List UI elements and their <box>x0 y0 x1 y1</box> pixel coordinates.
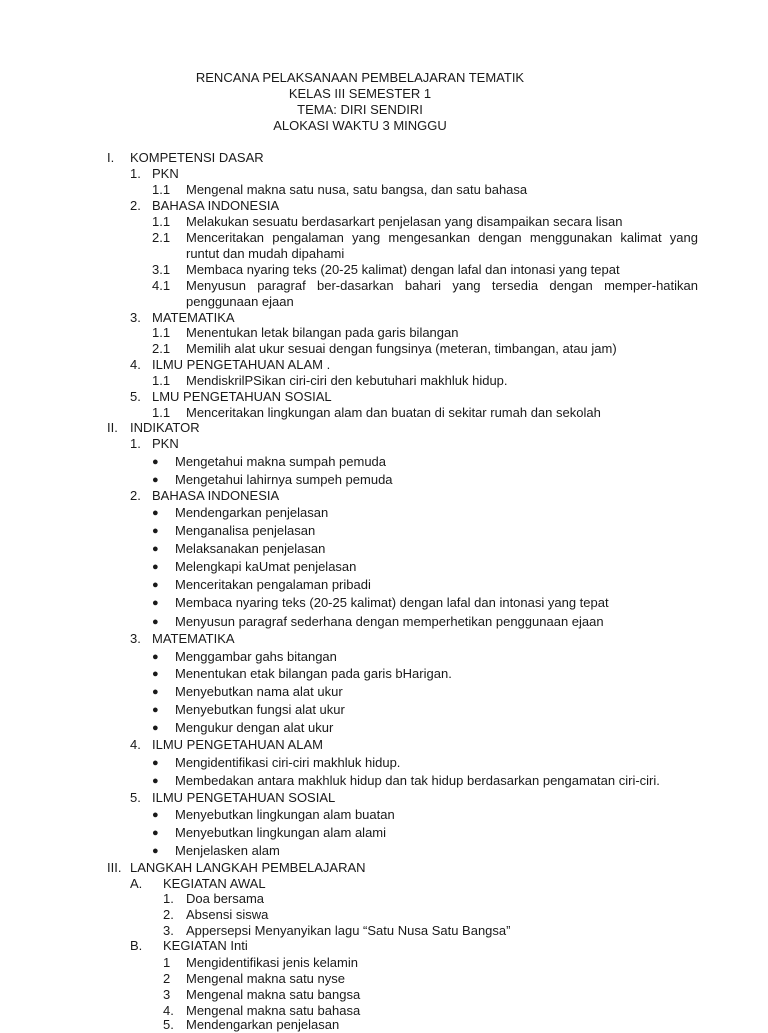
item-text: Membaca nyaring teks (20-25 kalimat) dengan lafal dan intonasi yang tepat <box>186 262 620 277</box>
indicator-text: Menggambar gahs bitangan <box>175 649 337 664</box>
bullet-icon: ● <box>152 651 159 663</box>
subsection-number: 2. <box>130 198 141 213</box>
subsection-heading: BAHASA INDONESIA <box>152 488 280 503</box>
subsection-heading: BAHASA INDONESIA <box>152 198 280 213</box>
indicator-text: Menyusun paragraf sederhana dengan memperhetikan penggunaan ejaan <box>175 614 604 629</box>
subsection-heading: LMU PENGETAHUAN SOSIAL <box>152 389 332 404</box>
indicator-text: Melaksanakan penjelasan <box>175 541 326 556</box>
bullet-icon: ● <box>152 775 159 787</box>
bullet-icon: ● <box>152 597 159 609</box>
item-text: MendiskrilPSikan ciri-ciri den kebutuhari makhluk hidup. <box>186 373 508 388</box>
activity-letter: A. <box>130 876 143 891</box>
subsection-number: 1. <box>130 436 141 451</box>
bullet-icon: ● <box>152 845 159 857</box>
item-number: 4.1 <box>152 278 171 293</box>
activity-heading: KEGIATAN Inti <box>163 938 248 953</box>
step-text: Mengenal makna satu bahasa <box>186 1003 361 1018</box>
step-number: 5. <box>163 1017 174 1032</box>
bullet-icon: ● <box>152 809 159 821</box>
item-number: 2.1 <box>152 230 171 245</box>
subsection-number: 1. <box>130 166 141 181</box>
step-number: 3 <box>163 987 171 1002</box>
subsection-number: 5. <box>130 389 141 404</box>
item-number: 2.1 <box>152 341 171 356</box>
step-number: 2 <box>163 971 171 986</box>
bullet-icon: ● <box>152 757 159 769</box>
indicator-text: Mendengarkan penjelasan <box>175 505 329 520</box>
section-heading: KOMPETENSI DASAR <box>130 150 264 165</box>
doc-title-line-2: KELAS III SEMESTER 1 <box>288 86 432 101</box>
item-number: 1.1 <box>152 214 171 229</box>
bullet-icon: ● <box>152 579 159 591</box>
step-text: Appersepsi Menyanyikan lagu “Satu Nusa Satu Bangsa” <box>186 923 511 938</box>
indicator-text: Menyebutkan lingkungan alam alami <box>175 825 387 840</box>
bullet-icon: ● <box>152 561 159 573</box>
indicator-text: Menyebutkan fungsi alat ukur <box>175 702 345 717</box>
doc-title-line-4: ALOKASI WAKTU 3 MINGGU <box>273 118 447 133</box>
item-text: Melakukan sesuatu berdasarkart penjelasan yang disampaikan secara lisan <box>186 214 623 229</box>
subsection-heading: PKN <box>152 166 179 181</box>
bullet-icon: ● <box>152 474 159 486</box>
step-text: Absensi siswa <box>186 907 269 922</box>
step-text: Mengidentifikasi jenis kelamin <box>186 955 358 970</box>
item-number: 1.1 <box>152 182 171 197</box>
subsection-number: 4. <box>130 357 141 372</box>
subsection-number: 3. <box>130 310 141 325</box>
bullet-icon: ● <box>152 456 159 468</box>
indicator-text: Melengkapi kaUmat penjelasan <box>175 559 357 574</box>
step-text: Mendengarkan penjelasan <box>186 1017 340 1032</box>
doc-title-line-3: TEMA: DIRI SENDIRI <box>297 102 423 117</box>
subsection-heading: ILMU PENGETAHUAN SOSIAL <box>152 790 336 805</box>
bullet-icon: ● <box>152 704 159 716</box>
item-text: Menentukan letak bilangan pada garis bilangan <box>186 325 459 340</box>
subsection-number: 4. <box>130 737 141 752</box>
indicator-text: Menganalisa penjelasan <box>175 523 316 538</box>
section-heading: INDIKATOR <box>130 420 200 435</box>
step-number: 3. <box>163 923 174 938</box>
step-text: Mengenal makna satu bangsa <box>186 987 361 1002</box>
section-number: II. <box>107 420 118 435</box>
subsection-heading: ILMU PENGETAHUAN ALAM . <box>152 357 331 372</box>
section-number: I. <box>107 150 115 165</box>
step-number: 4. <box>163 1003 174 1018</box>
activity-heading: KEGIATAN AWAL <box>163 876 266 891</box>
item-text: Menceritakan pengalaman yang mengesankan dengan menggunakan kalimat yang runtut dan mudah dipahami <box>186 230 698 261</box>
subsection-number: 3. <box>130 631 141 646</box>
subsection-heading: PKN <box>152 436 179 451</box>
item-number: 1.1 <box>152 373 171 388</box>
section-number: III. <box>107 860 122 875</box>
item-text: Menceritakan lingkungan alam dan buatan di sekitar rumah dan sekolah <box>186 405 601 420</box>
subsection-heading: ILMU PENGETAHUAN ALAM <box>152 737 323 752</box>
bullet-icon: ● <box>152 722 159 734</box>
item-text: Menyusun paragraf ber-dasarkan bahari yang tersedia dengan memper-hatikan penggunaan ejaan <box>186 278 698 309</box>
bullet-icon: ● <box>152 616 159 628</box>
indicator-text: Menentukan etak bilangan pada garis bHarigan. <box>175 666 452 681</box>
item-number: 3.1 <box>152 262 171 277</box>
indicator-text: Menyebutkan lingkungan alam buatan <box>175 807 395 822</box>
indicator-text: Mengukur dengan alat ukur <box>175 720 334 735</box>
item-number: 1.1 <box>152 325 171 340</box>
subsection-heading: MATEMATIKA <box>152 310 235 325</box>
indicator-text: Mengidentifikasi ciri-ciri makhluk hidup. <box>175 755 401 770</box>
bullet-icon: ● <box>152 543 159 555</box>
subsection-number: 5. <box>130 790 141 805</box>
subsection-number: 2. <box>130 488 141 503</box>
bullet-icon: ● <box>152 507 159 519</box>
indicator-text: Mengetahui makna sumpah pemuda <box>175 454 387 469</box>
step-number: 1 <box>163 955 171 970</box>
item-text: Mengenal makna satu nusa, satu bangsa, dan satu bahasa <box>186 182 528 197</box>
bullet-icon: ● <box>152 668 159 680</box>
indicator-text: Membaca nyaring teks (20-25 kalimat) dengan lafal dan intonasi yang tepat <box>175 595 609 610</box>
doc-title-line-1: RENCANA PELAKSANAAN PEMBELAJARAN TEMATIK <box>195 70 525 85</box>
indicator-text: Membedakan antara makhluk hidup dan tak hidup berdasarkan pengamatan ciri-ciri. <box>175 773 660 788</box>
activity-letter: B. <box>130 938 143 953</box>
item-number: 1.1 <box>152 405 171 420</box>
indicator-text: Mengetahui lahirnya sumpeh pemuda <box>175 472 393 487</box>
indicator-text: Menyebutkan nama alat ukur <box>175 684 343 699</box>
bullet-icon: ● <box>152 686 159 698</box>
bullet-icon: ● <box>152 827 159 839</box>
step-number: 1. <box>163 891 174 906</box>
item-text: Memilih alat ukur sesuai dengan fungsinya (meteran, timbangan, atau jam) <box>186 341 617 356</box>
indicator-text: Menceritakan pengalaman pribadi <box>175 577 371 592</box>
step-text: Doa bersama <box>186 891 265 906</box>
step-text: Mengenal makna satu nyse <box>186 971 345 986</box>
subsection-heading: MATEMATIKA <box>152 631 235 646</box>
bullet-icon: ● <box>152 525 159 537</box>
section-heading: LANGKAH LANGKAH PEMBELAJARAN <box>130 860 366 875</box>
indicator-text: Menjelasken alam <box>175 843 280 858</box>
step-number: 2. <box>163 907 174 922</box>
